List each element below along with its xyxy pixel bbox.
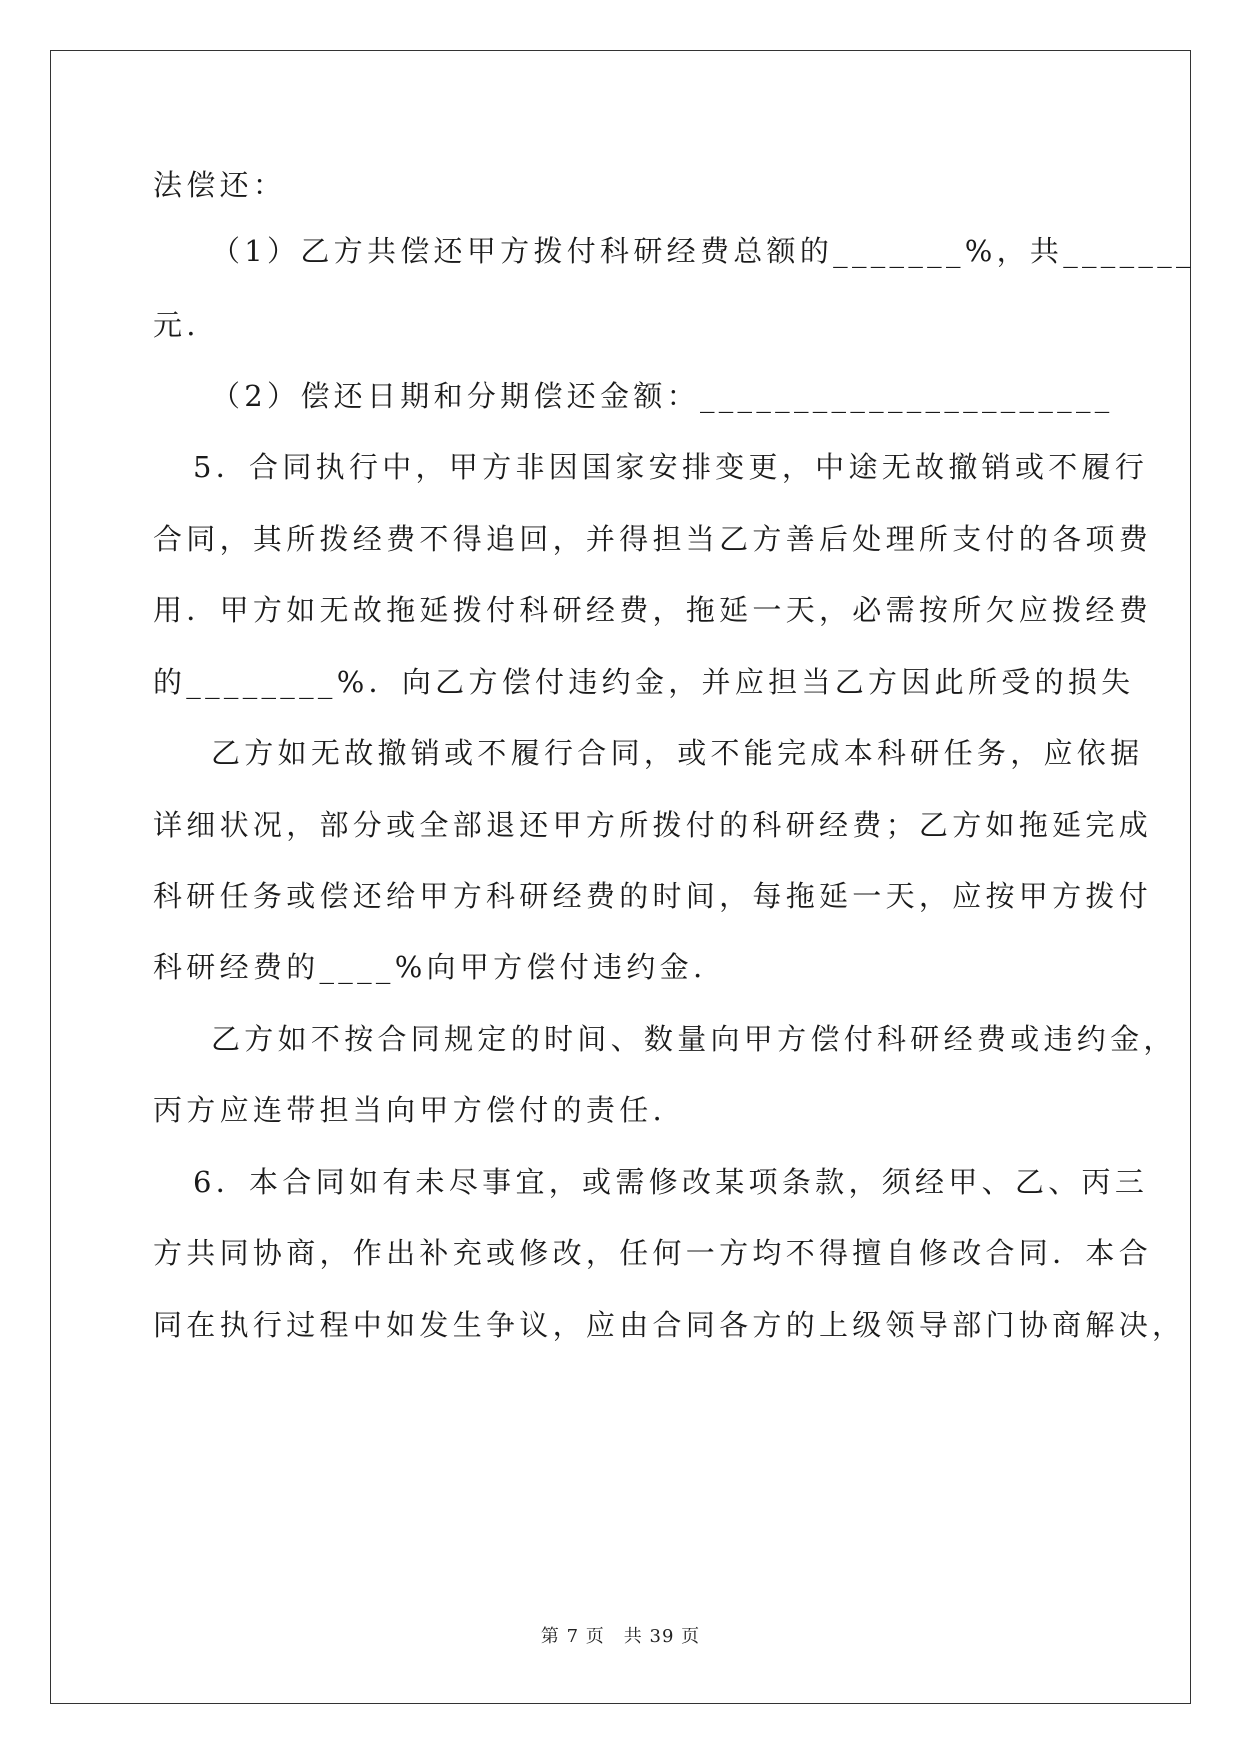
text-line: 方共同协商，作出补充或修改，任何一方均不得擅自修改合同．本合 bbox=[153, 1236, 1153, 1270]
text-line: 法偿还： bbox=[153, 168, 287, 202]
text-line: 乙方如不按合同规定的时间、数量向甲方偿付科研经费或违约金， bbox=[211, 1022, 1177, 1056]
text-line: 丙方应连带担当向甲方偿付的责任. bbox=[153, 1093, 667, 1127]
text-line: 5．合同执行中，甲方非因国家安排变更，中途无故撤销或不履行 bbox=[193, 450, 1149, 484]
text-line: 详细状况，部分或全部退还甲方所拨付的科研经费；乙方如拖延完成 bbox=[153, 808, 1153, 842]
text-line: 6．本合同如有未尽事宜，或需修改某项条款，须经甲、乙、丙三 bbox=[193, 1165, 1149, 1199]
text-line: 科研任务或偿还给甲方科研经费的时间，每拖延一天，应按甲方拨付 bbox=[153, 879, 1153, 913]
text-line: 科研经费的____%向甲方偿付违约金. bbox=[153, 950, 707, 984]
text-line: 用．甲方如无故拖延拨付科研经费，拖延一天，必需按所欠应拨经费 bbox=[153, 593, 1153, 627]
text-line: （1）乙方共偿还甲方拨付科研经费总额的_______%，共_______ bbox=[211, 234, 1195, 268]
text-line: 的________%．向乙方偿付违约金，并应担当乙方因此所受的损失 bbox=[153, 665, 1135, 699]
text-line: 合同，其所拨经费不得追回，并得担当乙方善后处理所支付的各项费 bbox=[153, 522, 1153, 556]
text-line: 乙方如无故撤销或不履行合同，或不能完成本科研任务，应依据 bbox=[211, 736, 1144, 770]
text-line: 元. bbox=[153, 308, 200, 342]
text-line: 同在执行过程中如发生争议，应由合同各方的上级领导部门协商解决， bbox=[153, 1308, 1186, 1342]
text-line: （2）偿还日期和分期偿还金额：______________________ bbox=[211, 379, 1114, 413]
page-number-footer: 第 7 页 共 39 页 bbox=[540, 1626, 701, 1647]
